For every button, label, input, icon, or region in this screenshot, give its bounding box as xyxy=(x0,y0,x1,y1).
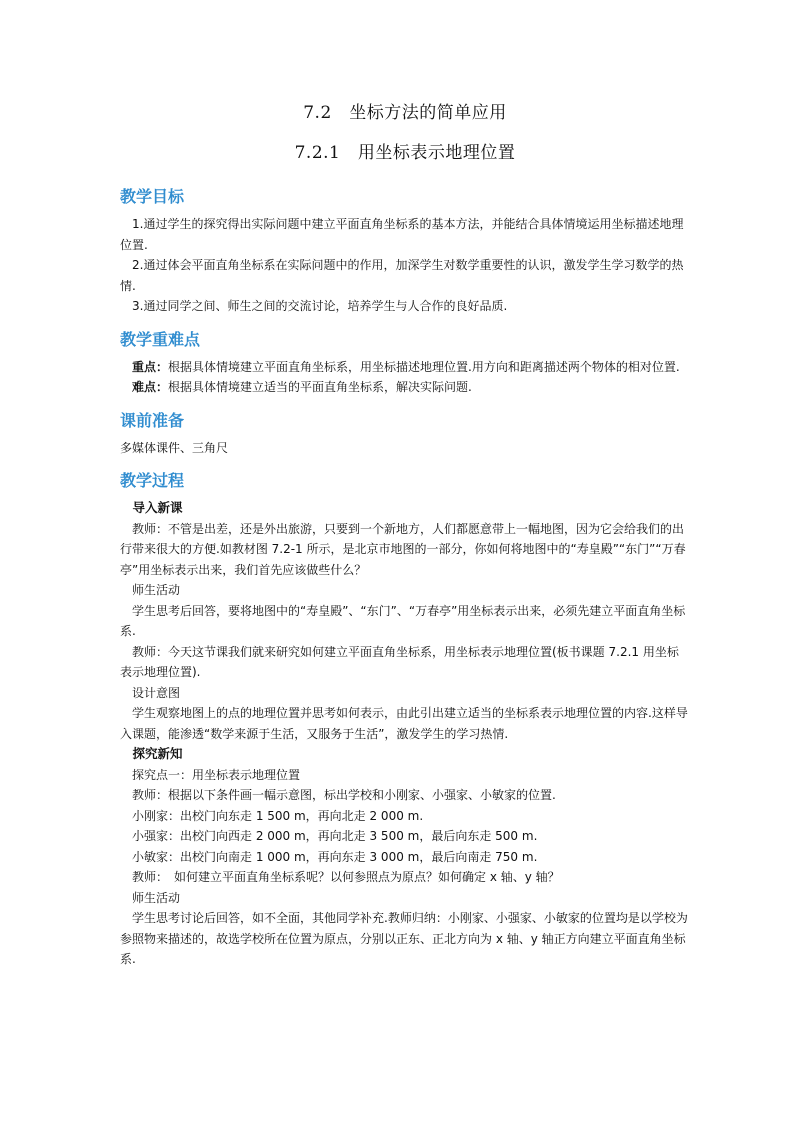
xiaomin-route: 小敏家：出校门向南走 1 000 m，再向东走 3 000 m，最后向南走 750 m. xyxy=(132,849,538,864)
key-difficulty-paragraph xyxy=(120,377,690,398)
main-title: 7.2 坐标方法的简单应用 xyxy=(303,103,507,123)
intro-teacher-paragraph: 教师：不管是出差，还是外出旅游，只要到一个新地方，人们都愿意带上一幅地图，因为它会给我们的出行带来很大的方便.如教材图 7.2-1 所示，是北京市地图的一部分，你如何将地图中的“寿皇殿”“东门”“万春亭”用坐标表示出来，我们首先应该做些什么？ xyxy=(120,521,686,577)
activity-label-1: 师生活动 xyxy=(132,583,181,597)
key-focus-text: 根据具体情境建立平面直角坐标系，用坐标描述地理位置.用方向和距离描述两个物体的相对位置. xyxy=(168,359,680,374)
intro-heading: 导入新课 xyxy=(132,500,183,515)
design-text: 学生观察地图上的点的地理位置并思考如何表示，由此引出建立适当的坐标系表示地理位置的内容.这样导入课题，能渗透“数学来源于生活，又服务于生活”，激发学生的学习热情. xyxy=(120,706,688,741)
key-difficulty-label: 难点： xyxy=(132,380,169,394)
design-label: 设计意图 xyxy=(132,685,181,700)
teacher-paragraph-2: 教师：今天这节课我们就来研究如何建立平面直角坐标系，用坐标表示地理位置(板书课题 7.2.1 用坐标表示地理位置). xyxy=(120,644,679,679)
student-answer-1: 学生思考后回答，要将地图中的“寿皇殿”、“东门”、“万春亭”用坐标表示出来，必须先建立平面直角坐标系. xyxy=(120,603,686,638)
preparation-text: 多媒体课件、三角尺 xyxy=(120,440,229,455)
key-difficulty-text: 根据具体情境建立适当的平面直角坐标系，解决实际问题. xyxy=(168,380,472,394)
explore-heading: 探究新知 xyxy=(132,746,183,761)
section-heading-goals: 教学目标 xyxy=(120,187,185,206)
goal-item-2: 2.通过体会平面直角坐标系在实际问题中的作用，加深学生对数学重要性的认识，激发学生学习数学的热情. xyxy=(120,258,684,293)
key-focus-label: 重点： xyxy=(132,359,169,374)
key-focus-paragraph xyxy=(120,357,690,378)
teacher-paragraph-4: 教师： 如何建立平面直角坐标系呢？以何参照点为原点？如何确定 x 轴、y 轴？ xyxy=(132,870,560,884)
student-answer-2: 学生思考讨论后回答，如不全面，其他同学补充.教师归纳：小刚家、小强家、小敏家的位置均是以学校为参照物来描述的，故选学校所在位置为原点，分别以正东、正北方向为 x 轴、y 轴正方向建立平面直角坐标系. xyxy=(120,911,688,966)
document-content xyxy=(120,100,690,970)
sub-title: 7.2.1 用坐标表示地理位置 xyxy=(294,143,516,163)
goal-item-3: 3.通过同学之间、师生之间的交流讨论，培养学生与人合作的良好品质. xyxy=(132,299,508,313)
activity-label-2: 师生活动 xyxy=(132,890,181,905)
section-heading-key-points: 教学重难点 xyxy=(120,329,201,349)
section-heading-process: 教学过程 xyxy=(120,471,185,490)
goal-item-1: 1.通过学生的探究得出实际问题中建立平面直角坐标系的基本方法，并能结合具体情境运用坐标描述地理位置. xyxy=(120,217,684,252)
explore-point-1: 探究点一：用坐标表示地理位置 xyxy=(132,767,301,782)
xiaogang-route: 小刚家：出校门向东走 1 500 m，再向北走 2 000 m. xyxy=(132,808,424,823)
xiaoqiang-route: 小强家：出校门向西走 2 000 m，再向北走 3 500 m，最后向东走 500 m. xyxy=(132,829,538,843)
section-heading-preparation: 课前准备 xyxy=(120,410,185,430)
teacher-paragraph-3: 教师：根据以下条件画一幅示意图，标出学校和小刚家、小强家、小敏家的位置. xyxy=(132,788,556,802)
